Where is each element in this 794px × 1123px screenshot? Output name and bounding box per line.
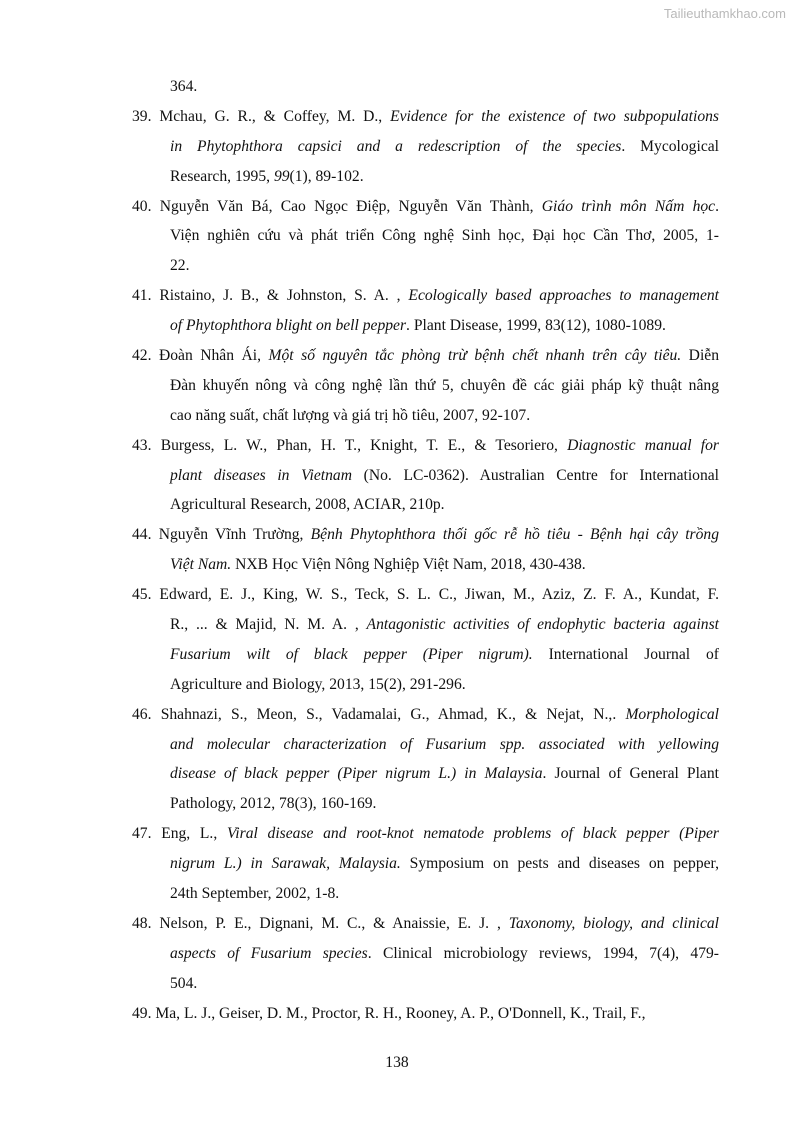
italic-text: plant diseases in Vietnam: [170, 466, 352, 484]
text-run: Research, 1995,: [170, 167, 274, 185]
text-run: NXB Học Viện Nông Nghiệp Việt Nam, 2018, 430-438.: [231, 556, 586, 574]
text-run: Diễn: [681, 347, 719, 365]
text-run: R., ... & Majid, N. M. A. ,: [170, 616, 367, 634]
text-run: Pathology, 2012, 78(3), 160-169.: [170, 795, 377, 813]
reference-line: [132, 909, 719, 939]
reference-line: [132, 401, 719, 431]
text-run: International Journal of: [532, 645, 719, 663]
reference-line: [132, 640, 719, 670]
text-run: Viện nghiên cứu và phát triển Công nghệ Sinh học, Đại học Cần Thơ, 2005, 1-: [170, 227, 719, 245]
reference-line: [132, 879, 719, 909]
text-run: 40. Nguyễn Văn Bá, Cao Ngọc Điệp, Nguyễn Văn Thành,: [132, 197, 542, 215]
text-run: 22.: [170, 257, 190, 275]
text-run: 44. Nguyễn Vĩnh Trường,: [132, 526, 311, 544]
text-run: 364.: [170, 78, 198, 95]
text-run: 24th September, 2002, 1-8.: [170, 885, 340, 903]
italic-text: Diagnostic manual for: [567, 436, 719, 454]
italic-text: Bệnh Phytophthora thối gốc rễ hồ tiêu - Bệnh hại cây trồng: [310, 526, 719, 544]
italic-text: Evidence for the existence of two subpopulations: [390, 107, 719, 125]
text-run: . Mycological: [621, 137, 719, 155]
reference-line: [132, 431, 719, 461]
reference-continuation: [132, 72, 719, 102]
reference-line: [132, 371, 719, 401]
italic-text: ,: [587, 944, 592, 962]
reference-entry: [132, 102, 719, 192]
reference-line: [132, 461, 719, 491]
reference-entry: [132, 192, 719, 282]
italic-text: Morphological: [625, 705, 719, 723]
reference-entry: [132, 431, 719, 521]
text-run: Agricultural Research, 2008, ACIAR, 210p.: [170, 496, 445, 514]
text-run: 39. Mchau, G. R., & Coffey, M. D.,: [132, 107, 391, 125]
reference-line: [132, 341, 719, 371]
text-run: 504.: [170, 974, 198, 992]
reference-line: [132, 730, 719, 760]
reference-line: [132, 72, 719, 102]
italic-text: Viral disease and root-knot nematode problems of black pepper (Piper: [226, 825, 719, 843]
text-run: 41. Ristaino, J. B., & Johnston, S. A. ,: [132, 287, 409, 305]
watermark: Tailieuthamkhao.com: [663, 6, 786, 21]
reference-line: [132, 251, 719, 281]
reference-line: [132, 759, 719, 789]
text-run: Đàn khuyến nông và công nghệ lần thứ 5, chuyên đề các giải pháp kỹ thuật nâng: [170, 376, 719, 394]
reference-entry: [132, 700, 719, 820]
text-run: 43. Burgess, L. W., Phan, H. T., Knight, T. E., & Tesoriero,: [132, 436, 568, 454]
reference-entry: [132, 909, 719, 999]
text-run: 47. Eng, L.,: [132, 825, 227, 843]
italic-text: in Phytophthora capsici and a redescription of the species: [170, 137, 622, 155]
reference-line: [132, 102, 719, 132]
reference-line: [132, 969, 719, 999]
reference-line: [132, 789, 719, 819]
text-run: Symposium on pests and diseases on pepper,: [400, 855, 720, 873]
reference-line: [132, 311, 719, 341]
italic-text: Việt Nam.: [170, 556, 232, 574]
italic-text: Ecologically based approaches to management: [408, 287, 719, 305]
italic-text: Giáo trình môn Nấm học: [541, 197, 716, 215]
italic-text: aspects of Fusarium species: [170, 944, 368, 962]
reference-line: [132, 580, 719, 610]
italic-text: Một số nguyên tắc phòng trừ bệnh chết nhanh trên cây tiêu.: [268, 347, 682, 365]
reference-line: [132, 520, 719, 550]
italic-text: disease of black pepper (Piper nigrum L.) in Malaysia: [170, 765, 543, 783]
text-run: . Journal of General Plant: [542, 765, 719, 783]
italic-text: of Phytophthora blight on bell pepper: [170, 317, 407, 335]
text-run: Agriculture and Biology, 2013, 15(2), 291-296.: [170, 675, 466, 693]
reference-line: [132, 192, 719, 222]
page-number: 138: [385, 1054, 409, 1071]
reference-line: [132, 162, 719, 192]
reference-entry: [132, 580, 719, 700]
italic-text: Taxonomy, biology, and clinical: [508, 914, 719, 932]
text-run: 1994, 7(4), 479-: [591, 944, 719, 962]
reference-entry: [132, 999, 719, 1029]
reference-line: [132, 490, 719, 520]
text-run: cao năng suất, chất lượng và giá trị hồ tiêu, 2007, 92-107.: [170, 406, 531, 424]
text-run: .: [715, 197, 719, 215]
text-run: 49. Ma, L. J., Geiser, D. M., Proctor, R. H., Rooney, A. P., O'Donnell, K., Trail, F.,: [132, 1004, 646, 1022]
text-run: . Clinical microbiology reviews: [367, 944, 588, 962]
reference-line: [132, 221, 719, 251]
text-run: . Plant Disease, 1999, 83(12), 1080-1089.: [406, 317, 666, 335]
reference-line: [132, 610, 719, 640]
italic-text: nigrum L.) in Sarawak, Malaysia.: [170, 855, 401, 873]
italic-text: Fusarium wilt of black pepper (Piper nigrum).: [170, 645, 533, 663]
reference-line: [132, 819, 719, 849]
reference-entry: [132, 819, 719, 909]
text-run: 46. Shahnazi, S., Meon, S., Vadamalai, G., Ahmad, K., & Nejat, N.,.: [132, 705, 626, 723]
reference-line: [132, 550, 719, 580]
reference-entry: [132, 281, 719, 341]
reference-list: [132, 72, 719, 1029]
text-run: 48. Nelson, P. E., Dignani, M. C., & Anaissie, E. J. ,: [132, 914, 509, 932]
reference-line: [132, 700, 719, 730]
text-run: (1), 89-102.: [289, 167, 364, 185]
reference-entry: [132, 520, 719, 580]
reference-line: [132, 849, 719, 879]
text-run: 45. Edward, E. J., King, W. S., Teck, S. L. C., Jiwan, M., Aziz, Z. F. A., Kundat, F.: [132, 586, 719, 604]
reference-line: [132, 132, 719, 162]
italic-text: Antagonistic activities of endophytic bacteria against: [366, 616, 720, 634]
text-run: 42. Đoàn Nhân Ái,: [132, 347, 269, 365]
reference-line: [132, 281, 719, 311]
reference-line: [132, 939, 719, 969]
italic-text: 99: [273, 167, 290, 185]
reference-entry: [132, 341, 719, 431]
reference-line: [132, 670, 719, 700]
text-run: (No. LC-0362). Australian Centre for International: [351, 466, 720, 484]
reference-line: [132, 999, 719, 1029]
italic-text: and molecular characterization of Fusarium spp. associated with yellowing: [170, 735, 719, 753]
